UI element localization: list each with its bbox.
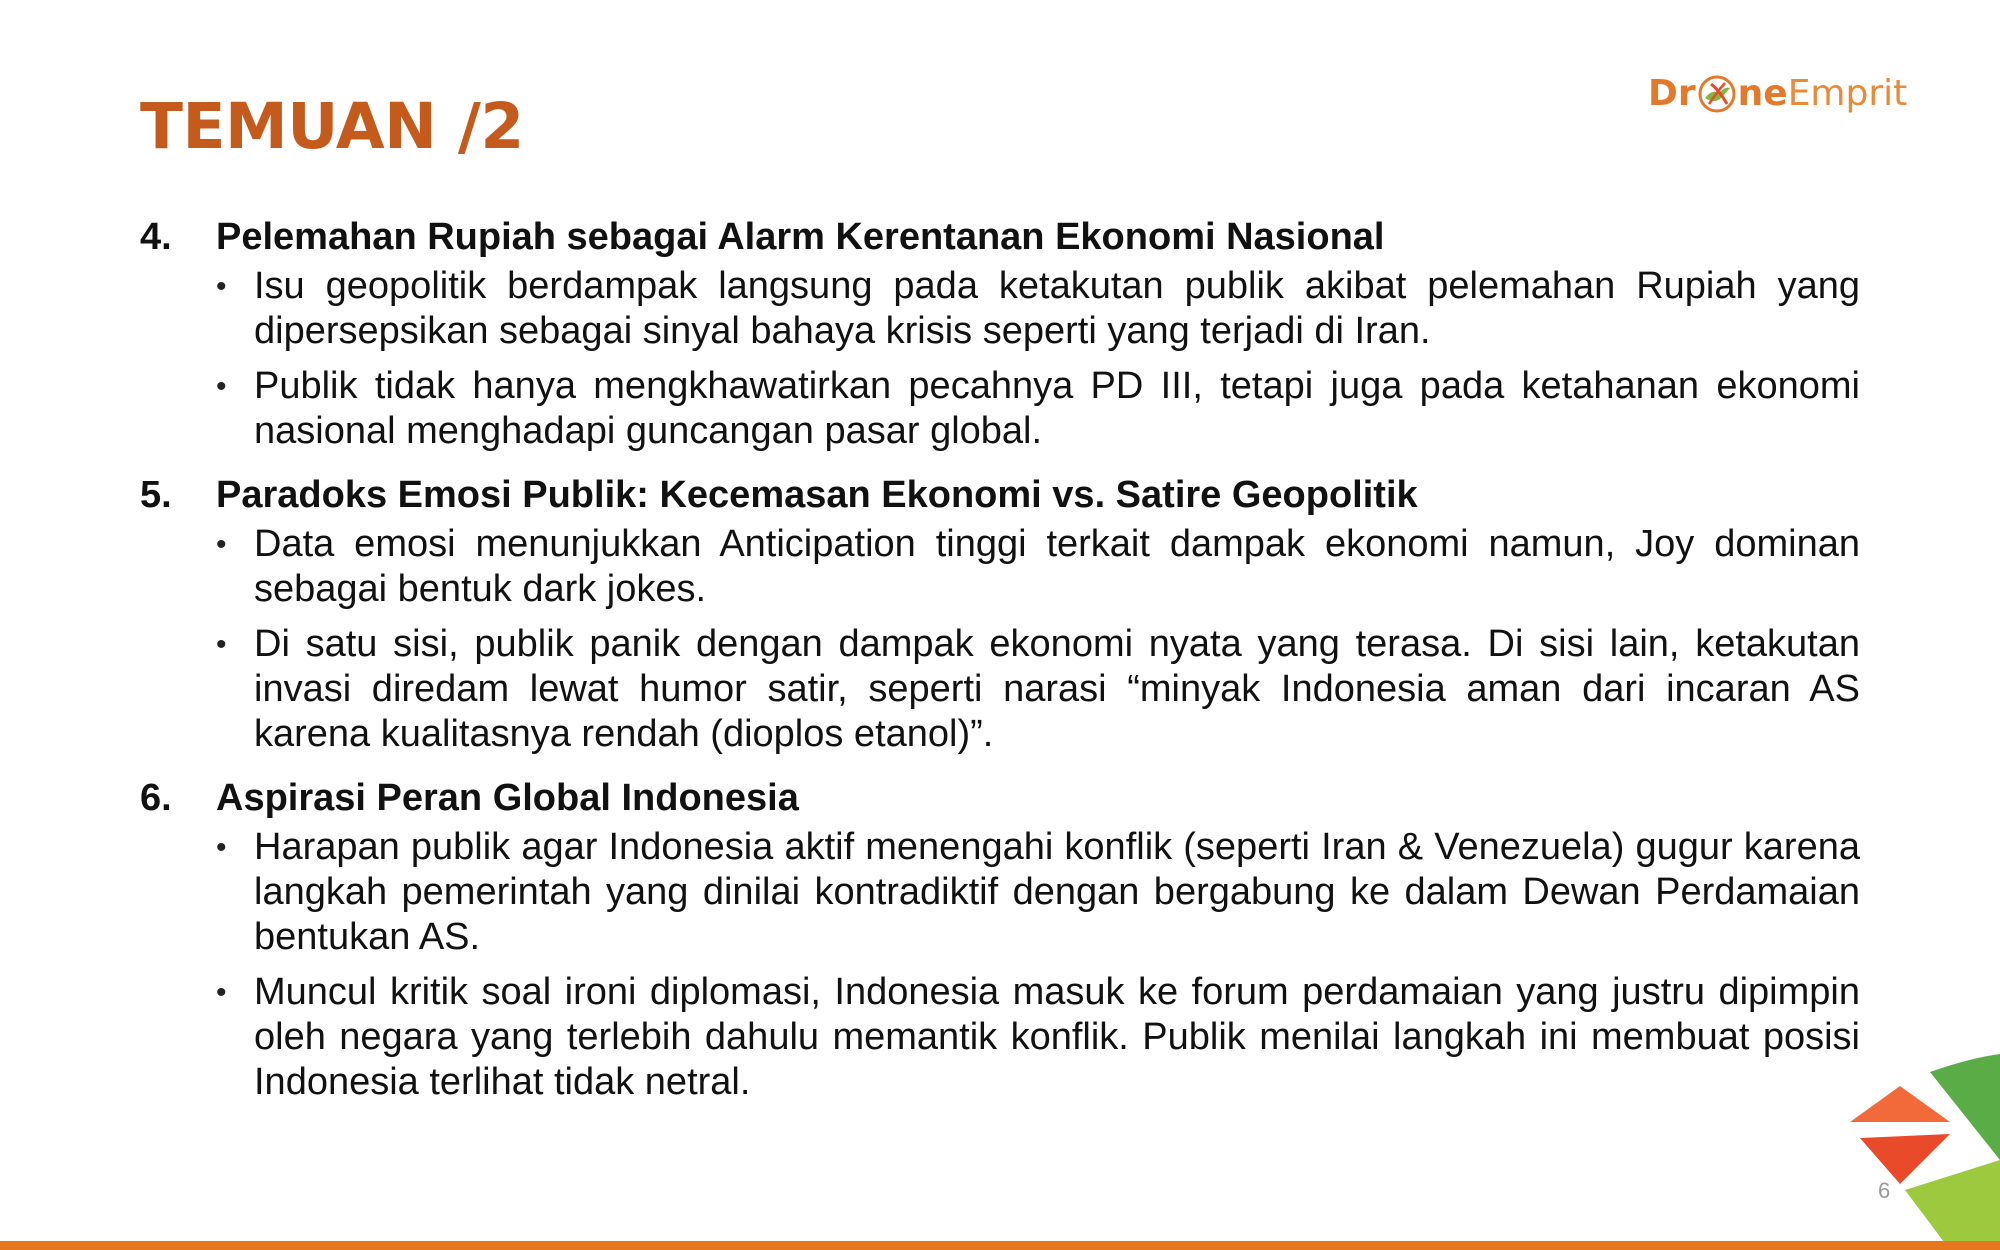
drone-bird-icon [1697,74,1737,114]
finding-number: 6. [140,777,172,819]
bullet-dot-icon: • [216,976,227,1009]
bullet-list [216,264,1860,454]
bullet-item [216,825,1860,960]
bullet-dot-icon: • [216,270,227,303]
bullet-text: Muncul kritik soal ironi diplomasi, Indonesia masuk ke forum perdamaian yang justru dipimpin oleh negara yang terlebih dahulu memantik konflik. Publik menilai langkah ini membuat posisi Indonesia terlihat tidak netral. [254,971,1860,1103]
bullet-item [216,622,1860,757]
finding-number: 4. [140,216,172,258]
bullet-dot-icon: • [216,628,227,661]
slide-title: TEMUAN /2 [140,90,524,163]
logo-text-dr: Dr [1648,73,1696,114]
finding-title: Pelemahan Rupiah sebagai Alarm Kerentanan Ekonomi Nasional [216,216,1385,258]
bullet-text: Publik tidak hanya mengkhawatirkan pecahnya PD III, tetapi juga pada ketahanan ekonomi nasional menghadapi guncangan pasar global. [254,365,1860,452]
findings-list [140,214,1860,1123]
bullet-dot-icon: • [216,831,227,864]
bullet-item [216,364,1860,454]
bullet-list [216,522,1860,757]
bullet-item [216,264,1860,354]
finding-heading [140,472,1860,518]
drone-emprit-logo [1648,74,1907,114]
finding-6 [140,775,1860,1105]
finding-number: 5. [140,474,172,516]
bullet-dot-icon: • [216,528,227,561]
bullet-text: Data emosi menunjukkan Anticipation tinggi terkait dampak ekonomi namun, Joy dominan sebagai bentuk dark jokes. [254,523,1860,610]
bullet-list [216,825,1860,1105]
logo-text-emprit: Emprit [1787,73,1908,114]
finding-title: Paradoks Emosi Publik: Kecemasan Ekonomi vs. Satire Geopolitik [216,474,1418,516]
finding-heading [140,775,1860,821]
bullet-text: Isu geopolitik berdampak langsung pada ketakutan publik akibat pelemahan Rupiah yang dipersepsikan sebagai sinyal bahaya krisis seperti yang terjadi di Iran. [254,265,1860,352]
finding-title: Aspirasi Peran Global Indonesia [216,777,799,819]
finding-5 [140,472,1860,757]
bottom-accent-bar [0,1241,2000,1250]
logo-text-ne: ne [1737,73,1788,114]
page-number: 6 [1878,1178,1891,1203]
finding-heading [140,214,1860,260]
finding-4 [140,214,1860,454]
bullet-text: Harapan publik agar Indonesia aktif menengahi konflik (seperti Iran & Venezuela) gugur karena langkah pemerintah yang dinilai kontradiktif dengan bergabung ke dalam Dewan Perdamaian bentukan AS. [254,826,1860,958]
bullet-text: Di satu sisi, publik panik dengan dampak ekonomi nyata yang terasa. Di sisi lain, ketakutan invasi diredam lewat humor satir, seperti narasi “minyak Indonesia aman dari incaran AS karena kualitasnya rendah (dioplos etanol)”. [254,623,1860,755]
bullet-dot-icon: • [216,370,227,403]
bullet-item [216,970,1860,1105]
corner-decoration-graphic [1840,1050,2000,1250]
bullet-item [216,522,1860,612]
